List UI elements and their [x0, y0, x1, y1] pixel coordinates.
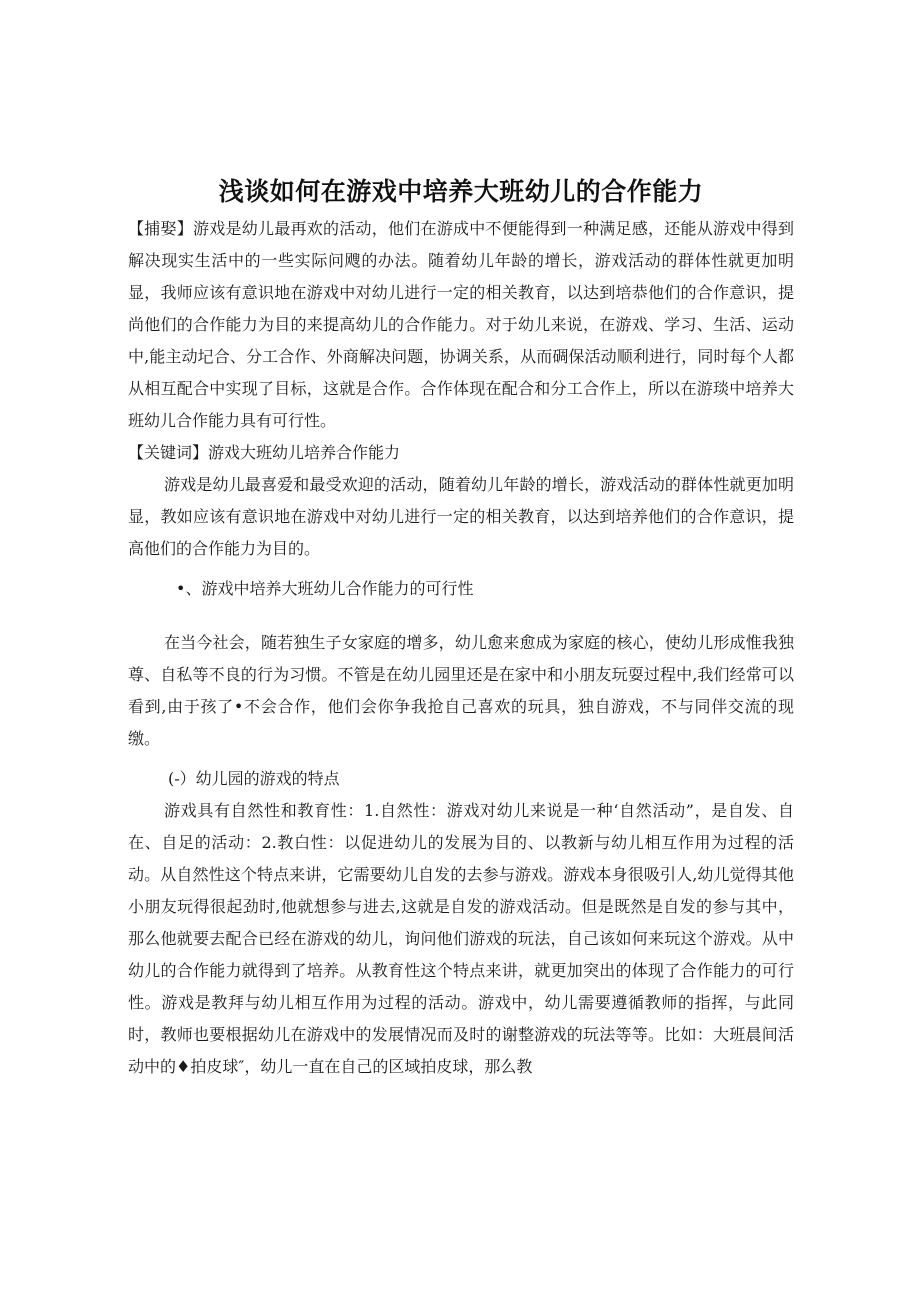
- section-1-paragraph: 在当今社会，随若独生子女家庭的增多，幼儿愈来愈成为家庭的核心，使幼儿形成惟我独尊、自私等不良的行为习惯。不管是在幼儿园里还是在家中和小朋友玩耍过程中,我们经常可以看到,由于孩了•不会合作，他们会你争我抢自己喜欢的玩具，独自游戏，不与同伴交流的现缴。: [128, 633, 794, 748]
- abstract-tag: 【捕娶】: [128, 219, 193, 238]
- document-page: [128, 175, 794, 1083]
- document-title: 浅谈如何在游戏中培养大班幼儿的合作能力: [218, 177, 704, 206]
- subsection-heading-1: (-）幼儿园的游戏的特点: [168, 769, 340, 788]
- intro-paragraph: 游戏是幼儿最喜爱和最受欢迎的活动，随着幼儿年龄的增长，游戏活动的群体性就更加明显，教如应该有意识地在游戏中对幼儿进行一定的相关教育，以达到培养他们的合作意识，提高他们的合作能力为目的。: [128, 475, 794, 558]
- section-heading-1: •、游戏中培养大班幼儿合作能力的可行性: [176, 579, 474, 598]
- abstract-paragraph: [128, 213, 794, 437]
- keywords-tag: 【关键词】: [128, 443, 209, 462]
- subsection-1-paragraph: 游戏具有自然性和教育性：1.自然性：游戏对幼儿来说是一种‘自然活动”，是自发、自在、自足的活动：2.教白性：以促进幼儿的发展为目的、以教新与幼儿相互作用为过程的活动。从自然性这个特点来讲，它需要幼儿自发的去参与游戏。游戏本身很吸引人,幼儿觉得其他小朋友玩得很起劲时,他就想参与进去,这就是自发的游戏活动。但是既然是自发的参与其中，那么他就要去配合已经在游戏的幼儿，询问他们游戏的玩法，自己该如何来玩这个游戏。从中幼儿的合作能力就得到了培养。从教育性这个特点来讲，就更加突出的体现了合作能力的可行性。游戏是教拜与幼儿相互作用为过程的活动。游戏中，幼儿需要遵循教师的指挥，与此同时，教师也要根据幼儿在游戏中的发展情况而及时的谢整游戏的玩法等等。比如：大班晨间活动中的♦拍皮球″，幼儿一直在自己的区域拍皮球，那么教: [128, 801, 794, 1076]
- abstract-text: 游戏是幼儿最再欢的活动，他们在游成中不便能得到一种满足感，还能从游戏中得到解决现实生活中的一些实际问飕的办法。随着幼儿年龄的增长，游戏活动的群体性就更加明显，我师应该有意识地在游戏中对幼儿进行一定的相关教育，以达到培恭他们的合作意识，提尚他们的合作能力为目的来提高幼儿的合作能力。对于幼儿来说，在游戏、学习、生活、运动中,能主动圮合、分工合作、外商解决问题，协调关系，从而碉保活动顺利进行，同时每个人都从相互配合中实现了目标，这就是合作。合作体现在配合和分工合作上，所以在游琰中培养大班幼儿合作能力具有可行性。: [128, 219, 794, 430]
- keywords-text: 游戏大班幼儿培养合作能力: [208, 443, 401, 462]
- keywords-paragraph: [128, 437, 794, 469]
